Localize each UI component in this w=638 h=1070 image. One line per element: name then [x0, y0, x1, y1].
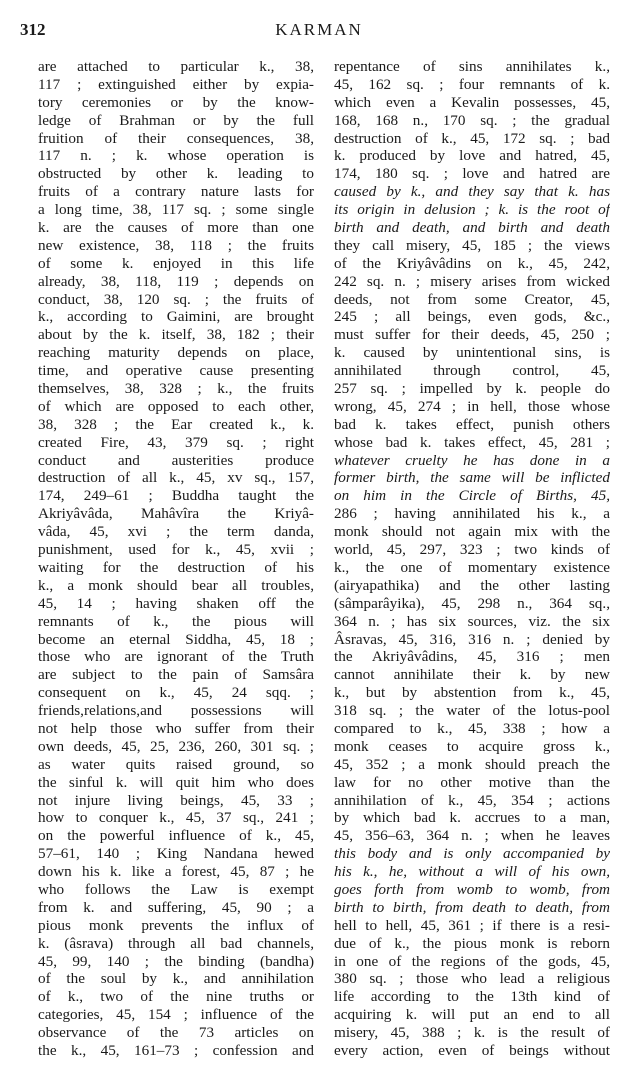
- index-line: on him in the Circle of Births, 45,: [334, 487, 610, 505]
- index-line: goes forth from womb to womb, from: [334, 880, 610, 898]
- index-line: Akriyâvâda, Mahâvîra the Kriyâ-: [38, 505, 314, 523]
- index-line: already, 38, 118, 119 ; depends on: [38, 272, 314, 290]
- index-line: which even a Kevalin possesses, 45,: [334, 93, 610, 111]
- index-line: k. are the causes of more than one: [38, 219, 314, 237]
- index-line: k. (âsrava) through all bad channels,: [38, 934, 314, 952]
- index-line: consequent on k., 45, 24 sqq. ;: [38, 684, 314, 702]
- index-line: law for no other motive than the: [334, 773, 610, 791]
- index-line: (sâmparâyika), 45, 298 n., 364 sq.,: [334, 594, 610, 612]
- index-line: 38, 328 ; the Ear created k., k.: [38, 415, 314, 433]
- index-line: the Akriyâvâdins, 45, 316 ; men: [334, 648, 610, 666]
- index-line: pious monk prevents the influx of: [38, 916, 314, 934]
- index-line: tory ceremonies or by the know-: [38, 93, 314, 111]
- index-line: bad k. takes effect, punish others: [334, 415, 610, 433]
- index-line: observance of the 73 articles on: [38, 1024, 314, 1042]
- index-line: destruction of k., 45, 172 sq. ; bad: [334, 129, 610, 147]
- index-line: 242 sq. n. ; misery arises from wicked: [334, 272, 610, 290]
- index-line: a long time, 38, 117 sq. ; some single: [38, 201, 314, 219]
- index-line: 45, 352 ; a monk should preach the: [334, 755, 610, 773]
- index-line: annihilation of k., 45, 354 ; actions: [334, 791, 610, 809]
- index-line: k., the one of momentary existence: [334, 558, 610, 576]
- index-line: world, 45, 297, 323 ; two kinds of: [334, 541, 610, 559]
- index-line: deeds, not from some Creator, 45,: [334, 290, 610, 308]
- index-line: conduct, 38, 120 sq. ; the fruits of: [38, 290, 314, 308]
- index-line: 57–61, 140 ; King Nandana hewed: [38, 845, 314, 863]
- index-line: ledge of Brahman or by the full: [38, 111, 314, 129]
- index-line: not injure living beings, 45, 33 ;: [38, 791, 314, 809]
- index-line: birth and death, and birth and death: [334, 219, 610, 237]
- index-line: fruits of a contrary nature lasts for: [38, 183, 314, 201]
- index-line: become an eternal Siddha, 45, 18 ;: [38, 630, 314, 648]
- index-line: down his k. like a forest, 45, 87 ; he: [38, 863, 314, 881]
- index-line: misery, 45, 388 ; k. is the result of: [334, 1024, 610, 1042]
- index-line: 45, 162 sq. ; four remnants of k.: [334, 75, 610, 93]
- index-line: vâda, 45, xvi ; the term danda,: [38, 523, 314, 541]
- index-line: due of k., the pious monk is reborn: [334, 934, 610, 952]
- index-line: of which are opposed to each other,: [38, 397, 314, 415]
- index-line: caused by k., and they say that k. has: [334, 183, 610, 201]
- index-line: wrong, 45, 274 ; in hell, those whose: [334, 397, 610, 415]
- index-line: time, and operative cause presenting: [38, 362, 314, 380]
- index-line: (airyapathika) and the other lasting: [334, 576, 610, 594]
- index-line: compared to k., 45, 338 ; how a: [334, 719, 610, 737]
- index-line: are subject to the pain of Samsâra: [38, 666, 314, 684]
- index-line: 245 ; all beings, even gods, &c.,: [334, 308, 610, 326]
- index-line: life according to the 13th kind of: [334, 988, 610, 1006]
- index-line: 117 ; extinguished either by expia-: [38, 75, 314, 93]
- index-line: not help those who suffer from their: [38, 719, 314, 737]
- index-line: they call misery, 45, 185 ; the views: [334, 236, 610, 254]
- index-line: whatever cruelty he has done in a: [334, 451, 610, 469]
- index-line: 45, 356–63, 364 n. ; when he leaves: [334, 827, 610, 845]
- index-line: k. caused by unintentional sins, is: [334, 344, 610, 362]
- index-line: annihilated through control, 45,: [334, 362, 610, 380]
- index-line: about by the k. itself, 38, 182 ; their: [38, 326, 314, 344]
- index-line: his k., he, without a will of his own,: [334, 863, 610, 881]
- index-line: themselves, 38, 328 ; k., the fruits: [38, 380, 314, 398]
- index-line: by which bad k. accrues to a man,: [334, 809, 610, 827]
- index-line: former birth, the same will be inflicted: [334, 469, 610, 487]
- index-line: 117 n. ; k. whose operation is: [38, 147, 314, 165]
- index-line: the k., 45, 161–73 ; confession and: [38, 1041, 314, 1059]
- index-line: 45, 14 ; having shaken off the: [38, 594, 314, 612]
- index-line: 380 sq. ; those who lead a religious: [334, 970, 610, 988]
- index-line: 286 ; having annihilated his k., a: [334, 505, 610, 523]
- index-line: created Fire, 43, 379 sq. ; right: [38, 433, 314, 451]
- index-line: new existence, 38, 118 ; the fruits: [38, 236, 314, 254]
- index-line: cannot annihilate their k. by new: [334, 666, 610, 684]
- index-line: remnants of k., the pious will: [38, 612, 314, 630]
- index-line: obstructed by other k. leading to: [38, 165, 314, 183]
- index-line: every action, even of beings without: [334, 1041, 610, 1059]
- index-line: repentance of sins annihilates k.,: [334, 58, 610, 75]
- index-line: k. produced by love and hatred, 45,: [334, 147, 610, 165]
- index-line: monk should not again mix with the: [334, 523, 610, 541]
- index-line: waiting for the destruction of his: [38, 558, 314, 576]
- index-line: 168, 168 n., 170 sq. ; the gradual: [334, 111, 610, 129]
- index-line: fruition of their consequences, 38,: [38, 129, 314, 147]
- index-line: k., but by abstention from k., 45,: [334, 684, 610, 702]
- index-line: are attached to particular k., 38,: [38, 58, 314, 75]
- index-line: categories, 45, 154 ; influence of the: [38, 1006, 314, 1024]
- index-line: whose bad k. takes effect, 45, 281 ;: [334, 433, 610, 451]
- index-line: 257 sq. ; impelled by k. people do: [334, 380, 610, 398]
- index-line: hell to hell, 45, 361 ; if there is a resi-: [334, 916, 610, 934]
- index-line: of k., two of the nine truths or: [38, 988, 314, 1006]
- index-line: k., a monk should bear all troubles,: [38, 576, 314, 594]
- index-line: how to conquer k., 45, 37 sq., 241 ;: [38, 809, 314, 827]
- right-column: [334, 58, 610, 1060]
- index-line: 174, 180 sq. ; love and hatred are: [334, 165, 610, 183]
- index-line: as water quits raised ground, so: [38, 755, 314, 773]
- index-line: reaching maturity depends on place,: [38, 344, 314, 362]
- index-line: punishment, used for k., 45, xvii ;: [38, 541, 314, 559]
- index-line: 174, 249–61 ; Buddha taught the: [38, 487, 314, 505]
- left-column: [38, 58, 314, 1060]
- index-line: on the powerful influence of k., 45,: [38, 827, 314, 845]
- index-line: own deeds, 45, 25, 236, 260, 301 sq. ;: [38, 737, 314, 755]
- index-line: who follows the Law is exempt: [38, 880, 314, 898]
- index-line: those who are ignorant of the Truth: [38, 648, 314, 666]
- index-line: the sinful k. will quit him who does: [38, 773, 314, 791]
- page-number: 312: [20, 20, 46, 39]
- index-line: of some k. enjoyed in this life: [38, 254, 314, 272]
- index-line: of the soul by k., and annihilation: [38, 970, 314, 988]
- index-line: conduct and austerities produce: [38, 451, 314, 469]
- index-line: k., according to Gaimini, are brought: [38, 308, 314, 326]
- index-line: 364 n. ; has six sources, viz. the six: [334, 612, 610, 630]
- index-line: Âsravas, 45, 316, 316 n. ; denied by: [334, 630, 610, 648]
- index-line: acquiring k. will put an end to all: [334, 1006, 610, 1024]
- index-line: of the Kriyâvâdins on k., 45, 242,: [334, 254, 610, 272]
- index-line: must suffer for their deeds, 45, 250 ;: [334, 326, 610, 344]
- index-line: friends,relations,and possessions will: [38, 702, 314, 720]
- index-line: from k. and suffering, 45, 90 ; a: [38, 898, 314, 916]
- index-line: in one of the regions of the gods, 45,: [334, 952, 610, 970]
- running-title: KARMAN: [275, 20, 363, 39]
- index-line: its origin in delusion ; k. is the root of: [334, 201, 610, 219]
- index-line: birth to birth, from death to death, from: [334, 898, 610, 916]
- index-line: monk ceases to acquire gross k.,: [334, 737, 610, 755]
- index-line: destruction of all k., 45, xv sq., 157,: [38, 469, 314, 487]
- index-line: 318 sq. ; the water of the lotus-pool: [334, 702, 610, 720]
- index-line: 45, 99, 140 ; the binding (bandha): [38, 952, 314, 970]
- index-line: this body and is only accompanied by: [334, 845, 610, 863]
